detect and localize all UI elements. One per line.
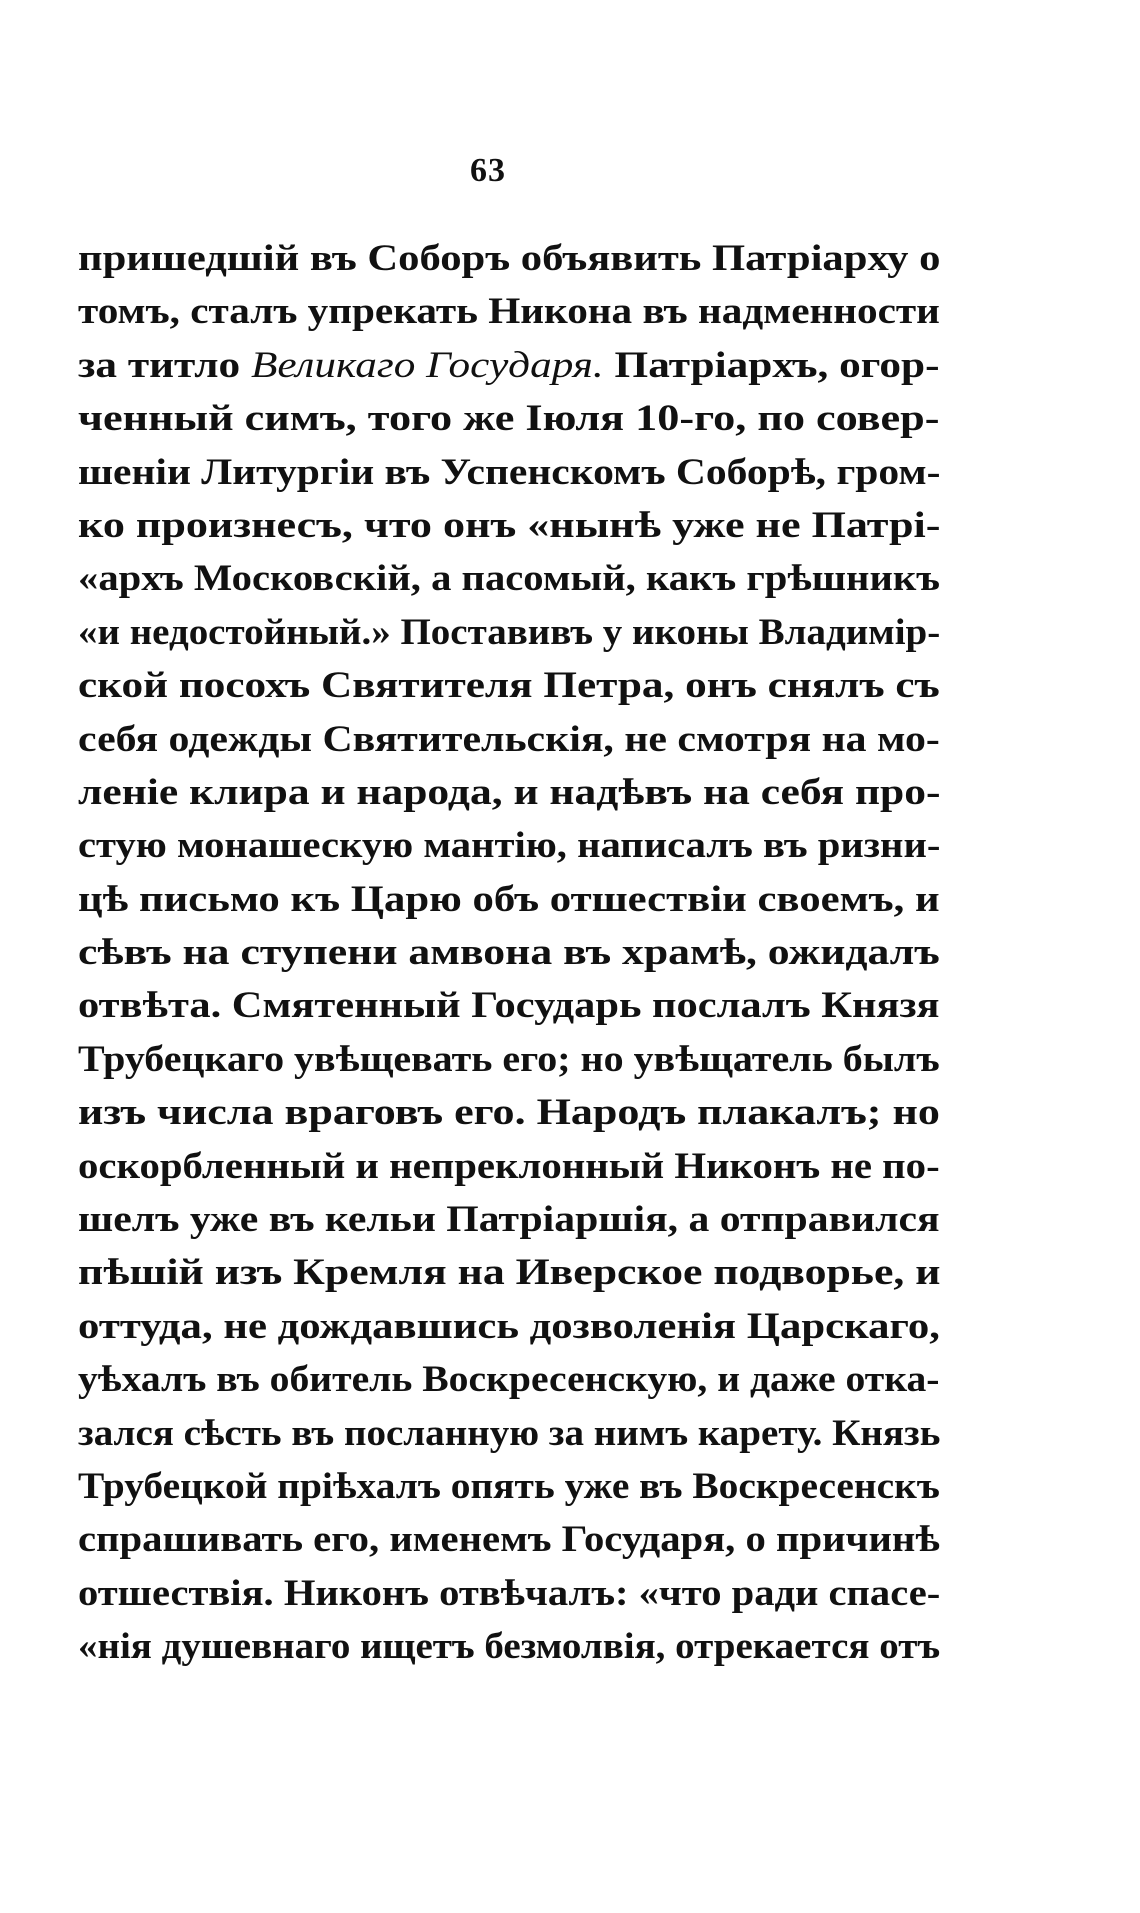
text-line: цѣ письмо къ Царю объ отшествіи своемъ, и [78, 878, 940, 920]
text-line: отвѣта. Смятенный Государь послалъ Князя [78, 985, 940, 1027]
text-line [78, 339, 940, 392]
text-line: ченный симъ, того же Іюля 10-го, по совер- [78, 398, 940, 440]
text-line: отшествія. Никонъ отвѣчалъ: «что ради спасе- [78, 1572, 941, 1614]
text-line: себя одежды Святительскія, не смотря на мо- [78, 718, 940, 760]
text-line: Трубецкой пріѣхалъ опять уже въ Воскресенскъ [78, 1465, 940, 1507]
text-line: оскорбленный и непреклонный Никонъ не по- [78, 1145, 940, 1187]
text-line: уѣхалъ въ обитель Воскресенскую, и даже отка- [78, 1359, 940, 1401]
text-line: изъ числа враговъ его. Народъ плакалъ; но [78, 1092, 940, 1134]
text-line: пришедшій въ Соборъ объявить Патріарху о [78, 238, 941, 279]
text-line: шеніи Литургіи въ Успенскомъ Соборѣ, гром- [78, 451, 941, 493]
text-line: «и недостойный.» Поставивъ у иконы Владимір- [78, 611, 941, 653]
text-line: «архъ Московскій, а пасомый, какъ грѣшникъ [78, 558, 940, 600]
text-line: спрашивать его, именемъ Государя, о причинѣ [78, 1519, 940, 1561]
text-segment: за титло [78, 344, 251, 386]
text-line: томъ, сталъ упрекать Никона въ надменности [78, 291, 940, 333]
body-text [78, 232, 940, 1674]
text-line: оттуда, не дождавшись дозволенія Царскаго, [78, 1305, 940, 1347]
text-line: ко произнесъ, что онъ «нынѣ уже не Патрі- [78, 504, 941, 546]
text-line: леніе клира и народа, и надѣвъ на себя про- [78, 771, 941, 813]
text-segment: Патріархъ, огор- [603, 344, 940, 386]
text-line: сѣвъ на ступени амвона въ храмѣ, ожидалъ [78, 932, 940, 974]
text-line: Трубецкаго увѣщевать его; но увѣщатель былъ [78, 1038, 940, 1080]
text-line: пѣшій изъ Кремля на Иверское подворье, и [78, 1252, 941, 1294]
text-line: «нія душевнаго ищетъ безмолвія, отрекается отъ [78, 1626, 941, 1668]
italic-title: Великаго Государя. [250, 344, 604, 386]
text-line: стую монашескую мантію, написалъ въ ризни- [78, 825, 941, 867]
text-line: шелъ уже въ кельи Патріаршія, а отправился [78, 1199, 940, 1241]
text-line: ской посохъ Святителя Петра, онъ снялъ съ [78, 665, 940, 707]
page-number: 63 [470, 152, 506, 189]
text-line: зался сѣсть въ посланную за нимъ карету. Князь [78, 1412, 941, 1454]
